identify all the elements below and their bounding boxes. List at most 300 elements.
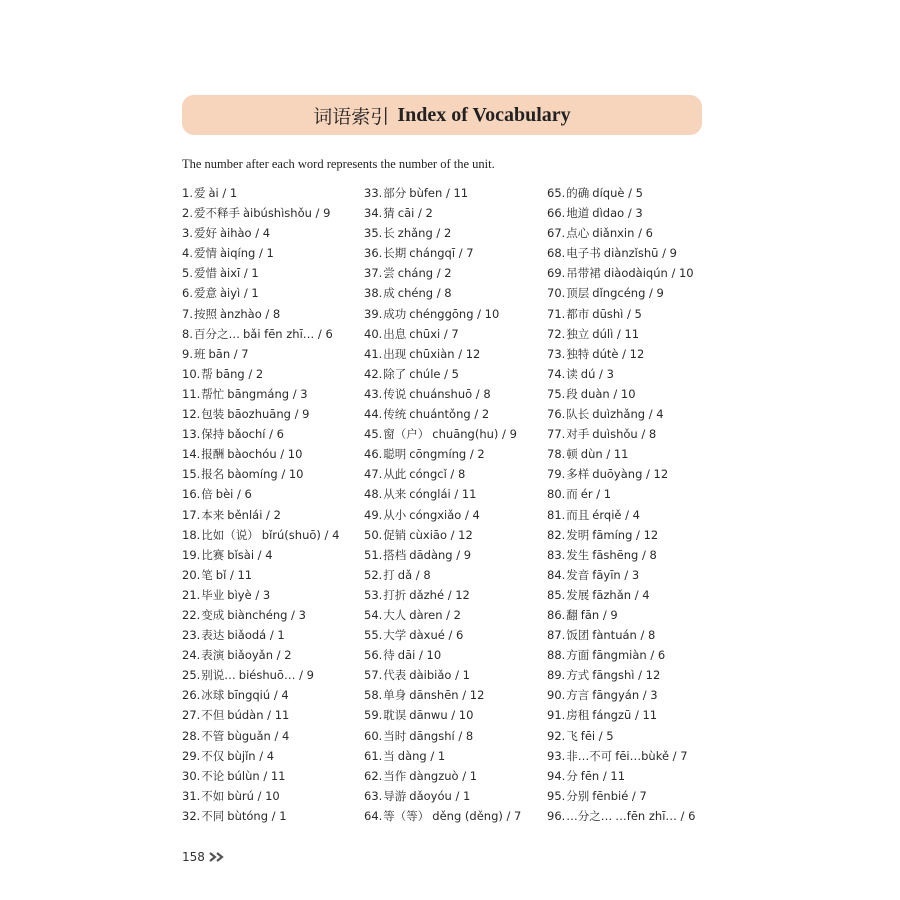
- entry-pinyin: cōngmíng / 2: [409, 447, 485, 462]
- vocab-entry: [547, 444, 695, 464]
- entry-pinyin: fāmíng / 12: [592, 527, 659, 542]
- entry-word: 成功: [383, 306, 407, 321]
- vocab-entry: [547, 344, 695, 364]
- entry-number: 52.: [364, 567, 383, 582]
- entry-pinyin: chuánshuō / 8: [409, 386, 491, 401]
- title-chinese: 词语索引: [313, 105, 390, 128]
- entry-word: 打折: [383, 587, 407, 602]
- entry-word: 段: [566, 386, 578, 401]
- entry-word: 搭档: [383, 547, 407, 562]
- entry-word: 爱情: [193, 246, 217, 261]
- entry-number: 66.: [547, 206, 566, 221]
- entry-word: 成: [383, 286, 395, 301]
- entry-number: 80.: [547, 487, 566, 502]
- entry-number: 11.: [182, 386, 201, 401]
- entry-word: 方式: [566, 668, 590, 683]
- entry-number: 64.: [364, 808, 383, 823]
- entry-word: 爱好: [193, 226, 217, 241]
- entry-pinyin: bàochóu / 10: [227, 447, 303, 462]
- entry-number: 96.: [547, 808, 566, 823]
- entry-word: 吊带裙: [566, 266, 601, 281]
- entry-pinyin: bùjǐn / 4: [227, 748, 275, 763]
- entry-word: 包装: [201, 407, 225, 422]
- entry-number: 91.: [547, 708, 566, 723]
- vocab-entry: [364, 344, 521, 364]
- entry-number: 25.: [182, 668, 201, 683]
- entry-number: 14.: [182, 447, 201, 462]
- entry-number: 8.: [182, 326, 193, 341]
- vocab-entry: [182, 404, 339, 424]
- entry-pinyin: fāshēng / 8: [592, 547, 657, 562]
- entry-pinyin: cóngxiǎo / 4: [409, 507, 480, 522]
- entry-word: 发明: [566, 527, 590, 542]
- entry-number: 77.: [547, 427, 566, 442]
- entry-word: 从小: [383, 507, 407, 522]
- entry-word: 不但: [201, 708, 225, 723]
- entry-pinyin: àiqíng / 1: [219, 246, 274, 261]
- entry-word: 班: [193, 346, 206, 361]
- vocab-entry: [182, 424, 339, 444]
- title-banner: [182, 95, 702, 135]
- vocab-entry: [547, 203, 695, 223]
- entry-number: 57.: [364, 668, 383, 683]
- entry-word: 按照: [193, 306, 217, 321]
- vocab-entry: [364, 464, 521, 484]
- entry-number: 20.: [182, 567, 201, 582]
- vocab-entry: [547, 726, 695, 746]
- entry-word: 促销: [383, 527, 407, 542]
- vocab-entry: [182, 384, 339, 404]
- vocab-entry: [182, 263, 339, 283]
- vocab-entry: [547, 464, 695, 484]
- entry-number: 51.: [364, 547, 383, 562]
- vocab-entry: [547, 625, 695, 645]
- entry-word: 部分: [383, 186, 407, 200]
- entry-pinyin: bǐ / 11: [215, 567, 253, 582]
- entry-pinyin: bǐsài / 4: [227, 547, 273, 562]
- entry-number: 78.: [547, 447, 566, 462]
- entry-number: 9.: [182, 346, 193, 361]
- entry-word: 传统: [383, 407, 407, 422]
- entry-pinyin: dāngshí / 8: [409, 728, 474, 743]
- entry-word: 爱不释手: [193, 206, 240, 221]
- entry-pinyin: dàibiǎo / 1: [409, 668, 470, 683]
- entry-word: 待: [383, 648, 395, 663]
- entry-number: 24.: [182, 648, 201, 663]
- entry-pinyin: ài / 1: [208, 186, 238, 200]
- entry-word: 队长: [566, 407, 590, 422]
- vocab-entry: [547, 384, 695, 404]
- vocab-entry: [182, 364, 339, 384]
- entry-number: 54.: [364, 607, 383, 622]
- vocab-entry: [364, 364, 521, 384]
- entry-word: 长: [383, 226, 395, 241]
- entry-number: 59.: [364, 708, 383, 723]
- vocab-entry: [182, 464, 339, 484]
- page-number: 158: [182, 850, 205, 864]
- entry-pinyin: bāozhuāng / 9: [227, 407, 310, 422]
- entry-number: 19.: [182, 547, 201, 562]
- vocab-entry: [364, 766, 521, 786]
- vocab-entry: [364, 585, 521, 605]
- vocab-entry: [364, 283, 521, 303]
- entry-word: 比如（说）: [201, 527, 259, 542]
- entry-pinyin: chénggōng / 10: [409, 306, 500, 321]
- entry-pinyin: fēi…bùkě / 7: [615, 748, 688, 763]
- vocab-entry: [182, 786, 339, 806]
- entry-number: 56.: [364, 648, 383, 663]
- entry-pinyin: dǎ / 8: [397, 567, 431, 582]
- index-note: The number after each word represents the number of the unit.: [182, 157, 495, 171]
- entry-pinyin: chángqī / 7: [409, 246, 474, 261]
- entry-pinyin: chéng / 8: [397, 286, 452, 301]
- entry-pinyin: fángzū / 11: [592, 708, 658, 723]
- entry-pinyin: cháng / 2: [397, 266, 452, 281]
- entry-pinyin: àixī / 1: [219, 266, 259, 281]
- entry-number: 58.: [364, 688, 383, 703]
- vocab-entry: [547, 545, 695, 565]
- entry-number: 75.: [547, 386, 566, 401]
- title-english: Index of Vocabulary: [397, 103, 571, 126]
- entry-pinyin: duàn / 10: [580, 386, 636, 401]
- entry-word: 爱惜: [193, 266, 217, 281]
- vocab-entry: [547, 263, 695, 283]
- vocab-entry: [182, 605, 339, 625]
- entry-word: 别说…: [201, 668, 236, 683]
- entry-word: 除了: [383, 366, 407, 381]
- vocab-entry: [364, 605, 521, 625]
- entry-pinyin: fāyīn / 3: [592, 567, 640, 582]
- entry-pinyin: diǎnxin / 6: [592, 226, 653, 241]
- entry-pinyin: bùrú / 10: [227, 788, 280, 803]
- entry-word: 单身: [383, 688, 407, 703]
- entry-pinyin: fāngshì / 12: [592, 668, 661, 683]
- entry-word: 耽误: [383, 708, 407, 723]
- entry-word: 百分之…: [193, 326, 240, 341]
- vocab-entry: [547, 424, 695, 444]
- entry-word: 毕业: [201, 587, 225, 602]
- entry-word: 比赛: [201, 547, 225, 562]
- entry-word: 大人: [383, 607, 407, 622]
- entry-word: 表演: [201, 648, 225, 663]
- entry-pinyin: cónglái / 11: [409, 487, 477, 502]
- entry-number: 55.: [364, 628, 383, 643]
- vocab-entry: [182, 304, 339, 324]
- entry-number: 30.: [182, 768, 201, 783]
- entry-number: 48.: [364, 487, 383, 502]
- entry-word: 倍: [201, 487, 213, 502]
- entry-pinyin: fāngyán / 3: [592, 688, 658, 703]
- vocab-entry: [547, 404, 695, 424]
- entry-word: 爱意: [193, 286, 217, 301]
- vocab-entry: [364, 384, 521, 404]
- entry-number: 22.: [182, 607, 201, 622]
- entry-number: 61.: [364, 748, 383, 763]
- entry-word: 传说: [383, 386, 407, 401]
- entry-word: 方面: [566, 648, 590, 663]
- entry-number: 5.: [182, 266, 193, 281]
- entry-number: 73.: [547, 346, 566, 361]
- entry-pinyin: dàxué / 6: [409, 628, 464, 643]
- entry-number: 13.: [182, 427, 201, 442]
- vocab-entry: [364, 424, 521, 444]
- entry-pinyin: fēi / 5: [580, 728, 614, 743]
- entry-number: 89.: [547, 668, 566, 683]
- entry-word: 帮: [201, 366, 213, 381]
- entry-number: 53.: [364, 587, 383, 602]
- entry-pinyin: dìdao / 3: [592, 206, 643, 221]
- entry-number: 38.: [364, 286, 383, 301]
- entry-number: 4.: [182, 246, 193, 261]
- entry-number: 90.: [547, 688, 566, 703]
- entry-number: 86.: [547, 607, 566, 622]
- vocab-entry: [364, 484, 521, 504]
- vocab-entry: [547, 705, 695, 725]
- entry-number: 67.: [547, 226, 566, 241]
- entry-word: 饭团: [566, 628, 590, 643]
- vocab-entry: [182, 324, 339, 344]
- vocab-entry: [182, 525, 339, 545]
- entry-pinyin: bāng / 2: [215, 366, 264, 381]
- vocab-entry: [547, 505, 695, 525]
- entry-word: 顿: [566, 447, 578, 462]
- entry-pinyin: dāi / 10: [397, 648, 442, 663]
- entry-number: 15.: [182, 467, 201, 482]
- entry-word: 电子书: [566, 246, 601, 261]
- vocab-entry: [182, 806, 339, 826]
- entry-word: 顶层: [566, 286, 590, 301]
- entry-number: 70.: [547, 286, 566, 301]
- entry-pinyin: bǐrú(shuō) / 4: [261, 527, 340, 542]
- entry-pinyin: bàomíng / 10: [227, 467, 304, 482]
- entry-word: 不如: [201, 788, 225, 803]
- vocab-entry: [182, 505, 339, 525]
- entry-pinyin: diànzǐshū / 9: [603, 246, 677, 261]
- entry-word: 房租: [566, 708, 590, 723]
- entry-number: 44.: [364, 407, 383, 422]
- entry-pinyin: dàng / 1: [397, 748, 446, 763]
- entry-word: 当时: [383, 728, 407, 743]
- entry-number: 10.: [182, 366, 201, 381]
- entry-word: 地道: [566, 206, 590, 221]
- entry-number: 81.: [547, 507, 566, 522]
- entry-number: 33.: [364, 186, 383, 200]
- vocab-entry: [364, 565, 521, 585]
- vocab-entry: [547, 183, 695, 203]
- entry-number: 41.: [364, 346, 383, 361]
- entry-number: 60.: [364, 728, 383, 743]
- entry-number: 29.: [182, 748, 201, 763]
- entry-word: 的确: [566, 186, 590, 200]
- vocab-entry: [547, 364, 695, 384]
- entry-word: 发展: [566, 587, 590, 602]
- vocab-entry: [547, 283, 695, 303]
- entry-number: 46.: [364, 447, 383, 462]
- entry-pinyin: duìshǒu / 8: [592, 427, 657, 442]
- entry-number: 26.: [182, 688, 201, 703]
- entry-number: 85.: [547, 587, 566, 602]
- entry-pinyin: biǎodá / 1: [227, 628, 285, 643]
- entry-word: 都市: [566, 306, 590, 321]
- entry-number: 71.: [547, 306, 566, 321]
- entry-word: 而: [566, 487, 578, 502]
- entry-word: 非…不可: [566, 748, 613, 763]
- entry-pinyin: dānshēn / 12: [409, 688, 485, 703]
- vocab-entry: [547, 665, 695, 685]
- entry-word: 翻: [566, 607, 578, 622]
- entry-pinyin: bùguǎn / 4: [227, 728, 290, 743]
- entry-word: 读: [566, 366, 578, 381]
- entry-pinyin: dàren / 2: [409, 607, 461, 622]
- entry-word: 代表: [383, 668, 407, 683]
- vocab-entry: [182, 685, 339, 705]
- entry-word: 不仅: [201, 748, 225, 763]
- vocab-entry: [364, 625, 521, 645]
- entry-pinyin: …fēn zhī… / 6: [615, 808, 696, 823]
- entry-number: 83.: [547, 547, 566, 562]
- vocab-entry: [182, 444, 339, 464]
- entry-number: 39.: [364, 306, 383, 321]
- entry-word: 本来: [201, 507, 225, 522]
- entry-word: 独立: [566, 326, 590, 341]
- entry-pinyin: zhǎng / 2: [397, 226, 452, 241]
- entry-word: 聪明: [383, 447, 407, 462]
- entry-pinyin: ér / 1: [580, 487, 612, 502]
- entry-number: 28.: [182, 728, 201, 743]
- vocab-entry: [547, 645, 695, 665]
- entry-number: 69.: [547, 266, 566, 281]
- vocab-entry: [364, 685, 521, 705]
- vocab-entry: [364, 665, 521, 685]
- entry-number: 72.: [547, 326, 566, 341]
- entry-number: 93.: [547, 748, 566, 763]
- entry-pinyin: chūxiàn / 12: [409, 346, 481, 361]
- entry-pinyin: dúlì / 11: [592, 326, 640, 341]
- entry-number: 18.: [182, 527, 201, 542]
- vocab-entry: [364, 203, 521, 223]
- vocab-entry: [547, 223, 695, 243]
- vocab-entry: [547, 585, 695, 605]
- entry-number: 1.: [182, 186, 193, 200]
- entry-pinyin: diàodàiqún / 10: [603, 266, 694, 281]
- entry-pinyin: dādàng / 9: [409, 547, 472, 562]
- vocab-entry: [182, 223, 339, 243]
- entry-word: 发生: [566, 547, 590, 562]
- entry-pinyin: chuāng(hu) / 9: [432, 427, 517, 442]
- entry-pinyin: dǎzhé / 12: [409, 587, 470, 602]
- entry-pinyin: biéshuō… / 9: [238, 668, 314, 683]
- entry-word: 从来: [383, 487, 407, 502]
- entry-pinyin: chúle / 5: [409, 366, 459, 381]
- entry-word: 报酬: [201, 447, 225, 462]
- entry-number: 50.: [364, 527, 383, 542]
- vocab-entry: [364, 444, 521, 464]
- vocab-column-3: [547, 183, 695, 826]
- double-chevron-right-icon: [208, 852, 226, 862]
- vocab-entry: [364, 726, 521, 746]
- vocab-entry: [364, 525, 521, 545]
- entry-word: 多样: [566, 467, 590, 482]
- entry-word: 出息: [383, 326, 407, 341]
- entry-word: 飞: [566, 728, 578, 743]
- vocab-entry: [182, 766, 339, 786]
- entry-pinyin: biǎoyǎn / 2: [227, 648, 292, 663]
- entry-number: 31.: [182, 788, 201, 803]
- vocab-entry: [182, 243, 339, 263]
- vocab-entry: [182, 344, 339, 364]
- vocab-entry: [182, 625, 339, 645]
- entry-pinyin: bān / 7: [208, 346, 249, 361]
- page-footer: [182, 850, 226, 864]
- entry-number: 74.: [547, 366, 566, 381]
- entry-word: 发音: [566, 567, 590, 582]
- entry-word: 报名: [201, 467, 225, 482]
- entry-word: …分之…: [566, 808, 613, 823]
- vocab-column-2: [364, 183, 521, 826]
- entry-pinyin: ànzhào / 8: [219, 306, 281, 321]
- entry-number: 35.: [364, 226, 383, 241]
- entry-number: 82.: [547, 527, 566, 542]
- vocab-entry: [364, 786, 521, 806]
- entry-word: 尝: [383, 266, 395, 281]
- entry-pinyin: búdàn / 11: [227, 708, 290, 723]
- entry-pinyin: cāi / 2: [397, 206, 433, 221]
- entry-pinyin: bùtóng / 1: [227, 808, 287, 823]
- entry-number: 65.: [547, 186, 566, 200]
- entry-pinyin: àiyì / 1: [219, 286, 259, 301]
- entry-number: 47.: [364, 467, 383, 482]
- vocab-entry: [364, 304, 521, 324]
- entry-word: 大学: [383, 628, 407, 643]
- entry-word: 方言: [566, 688, 590, 703]
- vocab-entry: [547, 484, 695, 504]
- vocab-entry: [547, 565, 695, 585]
- vocab-entry: [547, 786, 695, 806]
- vocab-entry: [364, 223, 521, 243]
- entry-number: 32.: [182, 808, 201, 823]
- entry-pinyin: děng (děng) / 7: [432, 808, 522, 823]
- vocab-entry: [547, 304, 695, 324]
- entry-number: 40.: [364, 326, 383, 341]
- entry-word: 保持: [201, 427, 225, 442]
- entry-word: 冰球: [201, 688, 225, 703]
- entry-word: 分: [566, 768, 578, 783]
- vocab-entry: [547, 806, 695, 826]
- vocab-entry: [182, 203, 339, 223]
- entry-word: 猜: [383, 206, 395, 221]
- vocab-entry: [547, 766, 695, 786]
- vocab-entry: [364, 545, 521, 565]
- entry-pinyin: àibúshìshǒu / 9: [242, 206, 331, 221]
- vocab-entry: [364, 505, 521, 525]
- entry-word: 笔: [201, 567, 213, 582]
- entry-number: 12.: [182, 407, 201, 422]
- entry-pinyin: dú / 3: [580, 366, 614, 381]
- entry-word: 点心: [566, 226, 590, 241]
- vocab-entry: [182, 585, 339, 605]
- vocab-entry: [364, 645, 521, 665]
- entry-number: 21.: [182, 587, 201, 602]
- entry-number: 94.: [547, 768, 566, 783]
- entry-pinyin: búlùn / 11: [227, 768, 286, 783]
- entry-pinyin: bèi / 6: [215, 487, 252, 502]
- entry-word: 出现: [383, 346, 407, 361]
- entry-number: 95.: [547, 788, 566, 803]
- entry-pinyin: dǎoyóu / 1: [409, 788, 471, 803]
- entry-pinyin: běnlái / 2: [227, 507, 281, 522]
- vocab-entry: [182, 565, 339, 585]
- vocab-entry: [547, 525, 695, 545]
